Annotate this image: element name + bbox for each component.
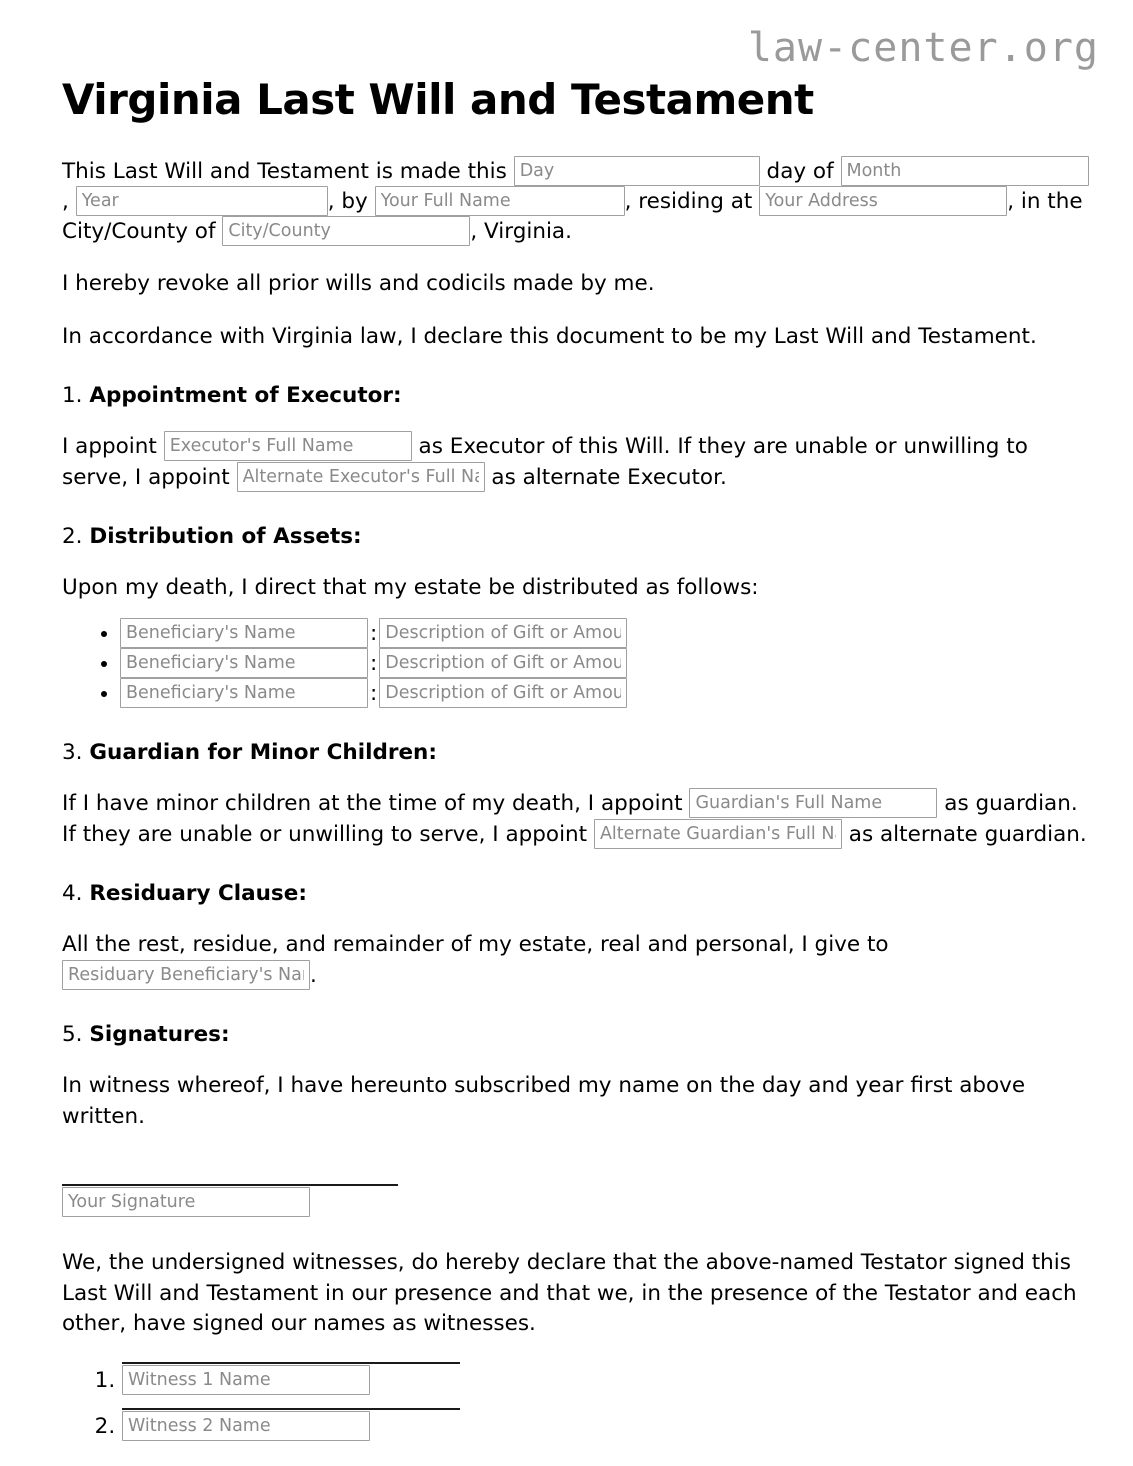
gift-description-input-3[interactable] — [379, 678, 627, 708]
day-input[interactable] — [514, 156, 760, 186]
witness-signature-rule-1 — [122, 1362, 460, 1364]
beneficiary-separator-2: : — [370, 651, 378, 677]
executor-name-input[interactable] — [164, 431, 412, 461]
page-title: Virginia Last Will and Testament — [62, 75, 814, 124]
beneficiary-row — [120, 679, 627, 709]
section-heading-distribution — [62, 523, 1093, 551]
section-heading-guardian — [62, 739, 1093, 767]
beneficiary-name-input-2[interactable] — [120, 648, 368, 678]
beneficiary-row — [120, 619, 627, 649]
section-number-5: 5. — [62, 1022, 83, 1048]
witness-list — [62, 1362, 1093, 1442]
intro-comma-1: , — [62, 189, 69, 215]
section-title-5: Signatures: — [89, 1022, 230, 1048]
residuary-text-1: All the rest, residue, and remainder of my estate, real and personal, I give to — [62, 932, 889, 958]
address-input[interactable] — [759, 186, 1007, 216]
month-input[interactable] — [841, 156, 1089, 186]
intro-text-1: This Last Will and Testament is made this — [62, 159, 507, 185]
signature-statement: In witness whereof, I have hereunto subscribed my name on the day and year first above written. — [62, 1073, 1026, 1129]
witness-signature-rule-2 — [122, 1408, 460, 1410]
intro-text-2: day of — [766, 159, 834, 185]
intro-text-3: , by — [327, 189, 368, 215]
list-item — [120, 649, 1093, 679]
signature-input[interactable] — [62, 1187, 310, 1217]
section-number-3: 3. — [62, 740, 83, 766]
beneficiary-name-input-1[interactable] — [120, 618, 368, 648]
intro-text-4: , residing at — [624, 189, 753, 215]
intro-paragraph — [62, 157, 1093, 247]
gift-description-input-2[interactable] — [379, 648, 627, 678]
beneficiary-separator-3: : — [370, 681, 378, 707]
declaration-paragraph: In accordance with Virginia law, I declare this document to be my Last Will and Testament. — [62, 323, 1037, 349]
beneficiary-separator-1: : — [370, 621, 378, 647]
city-county-input[interactable] — [222, 216, 470, 246]
section-number-1: 1. — [62, 383, 83, 409]
witness-1-name-input[interactable] — [122, 1365, 370, 1395]
signature-input-wrap — [62, 1188, 1093, 1218]
beneficiary-list — [62, 619, 1093, 709]
section-number-2: 2. — [62, 524, 83, 550]
list-item — [122, 1362, 1093, 1396]
signature-block — [62, 1184, 1093, 1218]
guardian-text-3: as alternate guardian. — [848, 821, 1087, 847]
section-title-2: Distribution of Assets: — [89, 524, 362, 550]
list-item — [120, 619, 1093, 649]
list-item — [120, 679, 1093, 709]
intro-text-6: , Virginia. — [470, 219, 572, 245]
guardian-paragraph — [62, 789, 1093, 850]
list-item — [122, 1408, 1093, 1442]
residuary-text-2: . — [310, 962, 317, 988]
gift-description-input-1[interactable] — [379, 618, 627, 648]
guardian-text-2: as guardian. If they are unable or unwilling to serve, I appoint — [62, 791, 1078, 847]
guardian-text-1: If I have minor children at the time of my death, I appoint — [62, 791, 683, 817]
executor-text-1: I appoint — [62, 434, 157, 459]
executor-text-3: as alternate Executor. — [491, 464, 727, 490]
section-title-3: Guardian for Minor Children: — [89, 740, 437, 766]
section-heading-residuary — [62, 880, 1093, 908]
intro-text-5: , in the City/County of — [62, 189, 1083, 245]
distribution-intro: Upon my death, I direct that my estate be distributed as follows: — [62, 574, 759, 600]
section-number-4: 4. — [62, 881, 83, 907]
alternate-guardian-name-input[interactable] — [594, 819, 842, 849]
section-title-1: Appointment of Executor: — [89, 383, 402, 409]
revocation-paragraph: I hereby revoke all prior wills and codicils made by me. — [62, 271, 655, 297]
site-watermark: law-center.org — [747, 25, 1099, 71]
witness-statement: We, the undersigned witnesses, do hereby declare that the above-named Testator signed this Last Will and Testament in our presence and that we, in the presence of the Testator and each other, have signed our names as witnesses. — [62, 1250, 1077, 1337]
witness-2-name-input[interactable] — [122, 1411, 370, 1441]
executor-paragraph — [62, 432, 1093, 493]
year-input[interactable] — [76, 186, 328, 216]
executor-text-2: as Executor of this Will. If they are unable or unwilling to serve, I appoint — [62, 434, 1028, 490]
section-heading-signatures — [62, 1021, 1093, 1049]
signature-rule — [62, 1184, 398, 1186]
residuary-beneficiary-input[interactable] — [62, 960, 310, 990]
beneficiary-row — [120, 649, 627, 679]
alternate-executor-name-input[interactable] — [237, 462, 485, 492]
section-title-4: Residuary Clause: — [89, 881, 307, 907]
beneficiary-name-input-3[interactable] — [120, 678, 368, 708]
guardian-name-input[interactable] — [689, 788, 937, 818]
full-name-input[interactable] — [375, 186, 625, 216]
residuary-paragraph — [62, 930, 1093, 991]
section-heading-executor — [62, 382, 1093, 410]
